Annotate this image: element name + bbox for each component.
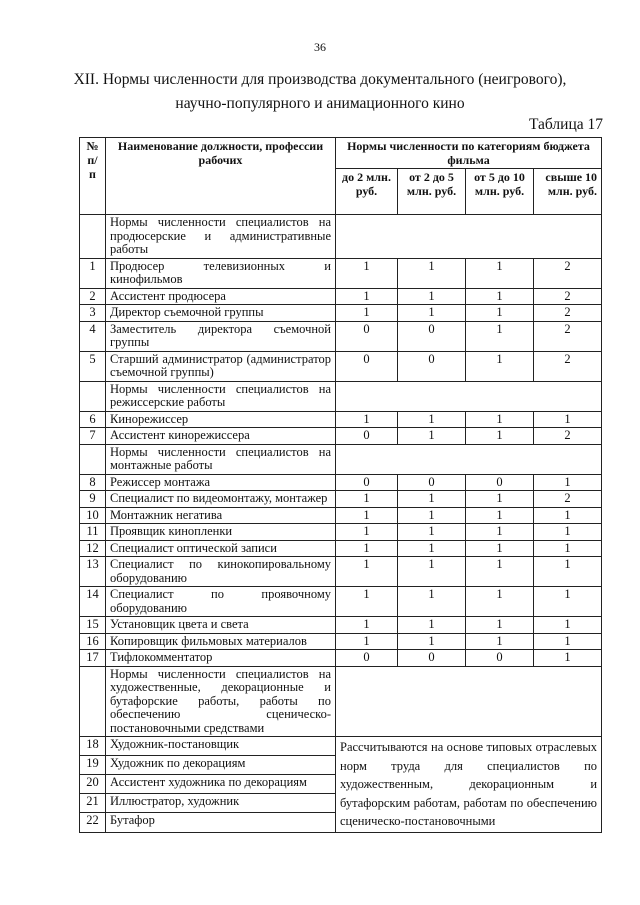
row-value-cat1: 1 xyxy=(336,258,398,288)
row-value-cat4: 1 xyxy=(534,617,602,634)
table-label: Таблица 17 xyxy=(528,116,603,133)
row-value-cat4: 1 xyxy=(534,474,602,491)
row-value-cat4: 1 xyxy=(534,587,602,617)
row-num: 7 xyxy=(80,428,106,445)
group-num-cell xyxy=(80,381,106,411)
table-row xyxy=(80,557,602,587)
group-header-row xyxy=(80,215,602,259)
row-value-cat4: 2 xyxy=(534,428,602,445)
group-empty-cell xyxy=(336,666,602,737)
table-row xyxy=(80,305,602,322)
row-value-cat2: 1 xyxy=(398,507,466,524)
row-position-name: Режиссер монтажа xyxy=(106,474,336,491)
row-value-cat2: 1 xyxy=(398,557,466,587)
table-row xyxy=(80,411,602,428)
row-value-cat2: 0 xyxy=(398,474,466,491)
section-title xyxy=(0,68,640,116)
group-title: Нормы численности специалистов на продюсерские и административные работы xyxy=(106,215,336,259)
table-row xyxy=(80,258,602,288)
table-body xyxy=(80,215,602,833)
row-num: 5 xyxy=(80,351,106,381)
row-num: 3 xyxy=(80,305,106,322)
row-value-cat1: 1 xyxy=(336,587,398,617)
row-num: 16 xyxy=(80,633,106,650)
row-value-cat1: 0 xyxy=(336,351,398,381)
row-value-cat2: 1 xyxy=(398,491,466,508)
row-num: 6 xyxy=(80,411,106,428)
row-position-name: Заместитель директора съемочной группы xyxy=(106,321,336,351)
row-value-cat4: 1 xyxy=(534,650,602,667)
row-value-cat1: 1 xyxy=(336,617,398,634)
row-position-name: Иллюстратор, художник xyxy=(106,794,336,813)
title-line-2: научно-популярного и анимационного кино xyxy=(175,95,465,112)
table-row xyxy=(80,633,602,650)
row-position-name: Художник по декорациям xyxy=(106,756,336,775)
row-value-cat3: 1 xyxy=(466,321,534,351)
row-value-cat1: 1 xyxy=(336,524,398,541)
table-row xyxy=(80,474,602,491)
group-header-row xyxy=(80,444,602,474)
row-num: 18 xyxy=(80,737,106,756)
norms-note: Рассчитываются на основе типовых отраслевых норм труда для специалистов по художественным, декорационным и бутафорским работам, работам по обеспечению сценическо-постановочными xyxy=(336,737,602,833)
row-num: 19 xyxy=(80,756,106,775)
table-row xyxy=(80,737,602,756)
row-value-cat2: 0 xyxy=(398,650,466,667)
row-num: 8 xyxy=(80,474,106,491)
header-cat4: свыше 10 млн. руб. xyxy=(534,169,602,215)
row-num: 14 xyxy=(80,587,106,617)
header-num: № п/п xyxy=(80,138,106,215)
header-cat2: от 2 до 5 млн. руб. xyxy=(398,169,466,215)
row-value-cat2: 0 xyxy=(398,321,466,351)
row-value-cat2: 1 xyxy=(398,288,466,305)
row-position-name: Старший администратор (администратор съемочной группы) xyxy=(106,351,336,381)
row-value-cat1: 1 xyxy=(336,288,398,305)
group-num-cell xyxy=(80,215,106,259)
row-value-cat3: 1 xyxy=(466,351,534,381)
row-value-cat4: 2 xyxy=(534,305,602,322)
row-position-name: Проявщик кинопленки xyxy=(106,524,336,541)
group-empty-cell xyxy=(336,444,602,474)
row-position-name: Кинорежиссер xyxy=(106,411,336,428)
row-value-cat1: 0 xyxy=(336,321,398,351)
row-value-cat3: 1 xyxy=(466,587,534,617)
row-value-cat3: 1 xyxy=(466,411,534,428)
row-value-cat1: 1 xyxy=(336,305,398,322)
row-num: 9 xyxy=(80,491,106,508)
row-value-cat2: 1 xyxy=(398,411,466,428)
row-value-cat4: 1 xyxy=(534,633,602,650)
row-value-cat2: 1 xyxy=(398,428,466,445)
row-value-cat4: 2 xyxy=(534,288,602,305)
row-value-cat1: 1 xyxy=(336,540,398,557)
table-row xyxy=(80,650,602,667)
row-value-cat4: 1 xyxy=(534,411,602,428)
row-value-cat3: 1 xyxy=(466,507,534,524)
row-position-name: Специалист оптической записи xyxy=(106,540,336,557)
table-row xyxy=(80,540,602,557)
table-row xyxy=(80,428,602,445)
row-value-cat2: 1 xyxy=(398,633,466,650)
row-num: 21 xyxy=(80,794,106,813)
row-num: 17 xyxy=(80,650,106,667)
row-num: 11 xyxy=(80,524,106,541)
row-position-name: Продюсер телевизионных и кинофильмов xyxy=(106,258,336,288)
row-position-name: Бутафор xyxy=(106,813,336,832)
row-value-cat2: 1 xyxy=(398,617,466,634)
row-num: 1 xyxy=(80,258,106,288)
row-position-name: Специалист по видеомонтажу, монтажер xyxy=(106,491,336,508)
row-value-cat2: 1 xyxy=(398,305,466,322)
row-value-cat1: 0 xyxy=(336,474,398,491)
header-cat3: от 5 до 10 млн. руб. xyxy=(466,169,534,215)
row-position-name: Ассистент продюсера xyxy=(106,288,336,305)
row-position-name: Установщик цвета и света xyxy=(106,617,336,634)
row-value-cat3: 1 xyxy=(466,540,534,557)
row-value-cat3: 1 xyxy=(466,288,534,305)
row-value-cat2: 0 xyxy=(398,351,466,381)
group-num-cell xyxy=(80,444,106,474)
group-header-row xyxy=(80,381,602,411)
header-row-1 xyxy=(80,138,602,169)
row-value-cat4: 1 xyxy=(534,524,602,541)
table-row xyxy=(80,351,602,381)
row-value-cat4: 2 xyxy=(534,351,602,381)
table-row xyxy=(80,507,602,524)
row-value-cat3: 1 xyxy=(466,491,534,508)
row-value-cat4: 1 xyxy=(534,507,602,524)
row-position-name: Тифлокомментатор xyxy=(106,650,336,667)
row-position-name: Ассистент кинорежиссера xyxy=(106,428,336,445)
row-num: 20 xyxy=(80,775,106,794)
header-norms: Нормы численности по категориям бюджета фильма xyxy=(336,138,602,169)
group-num-cell xyxy=(80,666,106,737)
group-empty-cell xyxy=(336,215,602,259)
row-value-cat1: 1 xyxy=(336,633,398,650)
row-value-cat1: 1 xyxy=(336,491,398,508)
row-value-cat1: 1 xyxy=(336,557,398,587)
group-empty-cell xyxy=(336,381,602,411)
row-position-name: Специалист по кинокопировальному оборудованию xyxy=(106,557,336,587)
row-value-cat2: 1 xyxy=(398,258,466,288)
row-position-name: Монтажник негатива xyxy=(106,507,336,524)
page-number: 36 xyxy=(314,40,326,54)
header-cat1: до 2 млн. руб. xyxy=(336,169,398,215)
row-value-cat1: 1 xyxy=(336,507,398,524)
row-value-cat3: 1 xyxy=(466,305,534,322)
table-row xyxy=(80,491,602,508)
row-num: 15 xyxy=(80,617,106,634)
row-value-cat4: 1 xyxy=(534,557,602,587)
group-title: Нормы численности специалистов на художественные, декорационные и бутафорские работы, работы по обеспечению сценическо-постановочными средствами xyxy=(106,666,336,737)
group-title: Нормы численности специалистов на режиссерские работы xyxy=(106,381,336,411)
row-value-cat3: 1 xyxy=(466,557,534,587)
row-value-cat3: 1 xyxy=(466,617,534,634)
row-value-cat3: 1 xyxy=(466,428,534,445)
row-value-cat1: 0 xyxy=(336,428,398,445)
row-value-cat3: 1 xyxy=(466,258,534,288)
row-value-cat3: 1 xyxy=(466,524,534,541)
row-value-cat2: 1 xyxy=(398,587,466,617)
row-num: 4 xyxy=(80,321,106,351)
row-position-name: Ассистент художника по декорациям xyxy=(106,775,336,794)
row-value-cat3: 0 xyxy=(466,474,534,491)
row-value-cat3: 1 xyxy=(466,633,534,650)
row-position-name: Художник-постановщик xyxy=(106,737,336,756)
row-value-cat4: 2 xyxy=(534,321,602,351)
row-value-cat2: 1 xyxy=(398,540,466,557)
table-row xyxy=(80,617,602,634)
row-value-cat2: 1 xyxy=(398,524,466,541)
row-position-name: Директор съемочной группы xyxy=(106,305,336,322)
table-row xyxy=(80,288,602,305)
row-num: 10 xyxy=(80,507,106,524)
table-row xyxy=(80,321,602,351)
row-num: 2 xyxy=(80,288,106,305)
row-value-cat4: 2 xyxy=(534,258,602,288)
row-num: 22 xyxy=(80,813,106,832)
row-value-cat4: 2 xyxy=(534,491,602,508)
row-value-cat3: 0 xyxy=(466,650,534,667)
row-position-name: Специалист по проявочному оборудованию xyxy=(106,587,336,617)
table-row xyxy=(80,524,602,541)
row-num: 13 xyxy=(80,557,106,587)
table-row xyxy=(80,587,602,617)
row-num: 12 xyxy=(80,540,106,557)
norms-table xyxy=(79,137,602,833)
row-value-cat1: 1 xyxy=(336,411,398,428)
header-name: Наименование должности, профессии рабочих xyxy=(106,138,336,215)
title-line-1: XII. Нормы численности для производства документального (неигрового), xyxy=(73,71,567,88)
group-title: Нормы численности специалистов на монтажные работы xyxy=(106,444,336,474)
row-position-name: Копировщик фильмовых материалов xyxy=(106,633,336,650)
row-value-cat1: 0 xyxy=(336,650,398,667)
row-value-cat4: 1 xyxy=(534,540,602,557)
group-header-row xyxy=(80,666,602,737)
